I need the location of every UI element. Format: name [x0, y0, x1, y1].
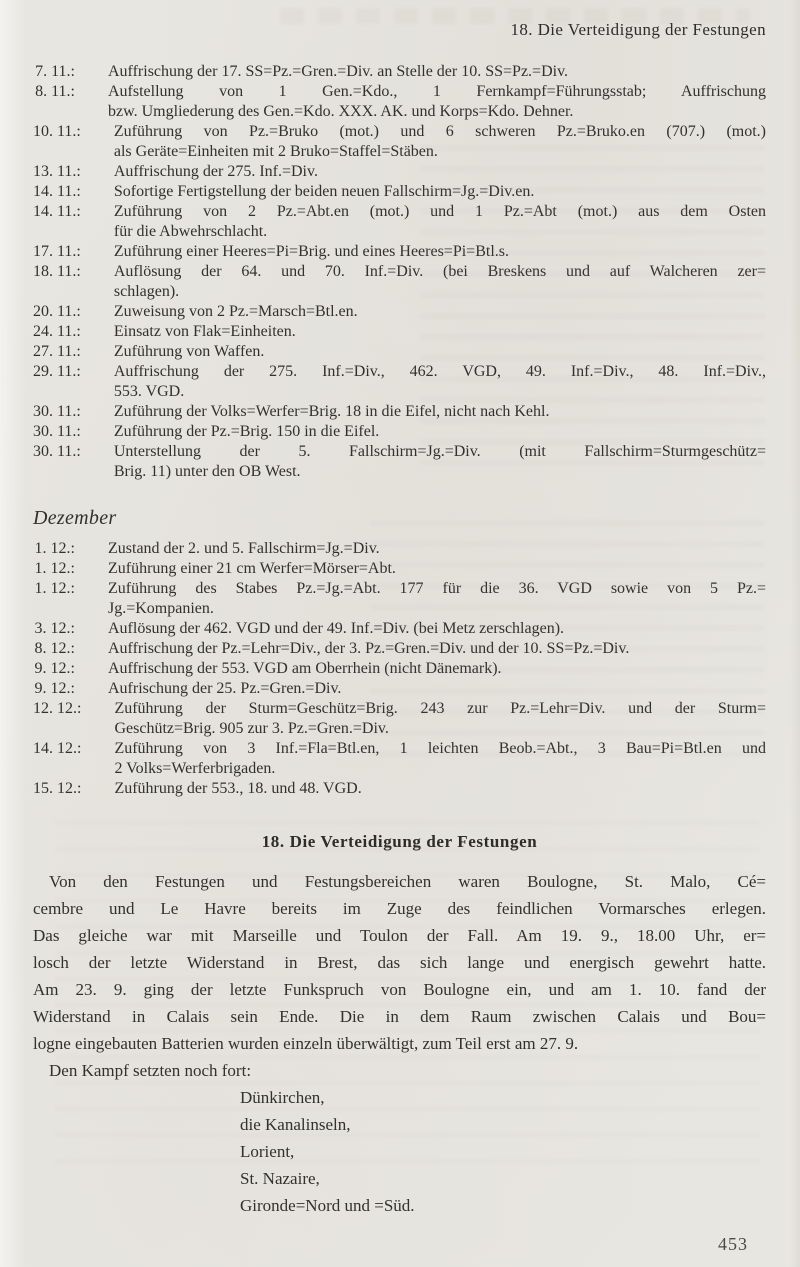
entry-text-line: Auffrischung der 275. Inf.=Div., 462. VGD, 49. Inf.=Div., 48. Inf.=Div.,: [113, 363, 766, 380]
entry-text: [114, 302, 766, 322]
entry-date: 30. 11.:: [33, 443, 81, 460]
entry-text-line: Zuführung von 3 Inf.=Fla=Btl.en, 1 leichten Beob.=Abt., 3 Bau=Pi=Btl.en und: [114, 740, 766, 757]
entry-text-line: Auffrischung der 17. SS=Pz.=Gren.=Div. an Stelle der 10. SS=Pz.=Div.: [108, 63, 569, 80]
entry-text: [108, 659, 766, 679]
entry-date: 27. 11.:: [33, 343, 81, 360]
entry-text-line: Unterstellung der 5. Fallschirm=Jg.=Div. (mit Fallschirm=Sturmgeschütz=: [113, 443, 766, 460]
entry-date: 1. 12.:: [34, 580, 75, 597]
entry-row: [33, 362, 766, 402]
fortress-item: Dünkirchen,: [240, 1088, 325, 1107]
entry-text: [108, 679, 766, 699]
entry-date: 3. 12.:: [34, 620, 75, 637]
entry-text: [114, 699, 766, 739]
entry-text-line: Auffrischung der Pz.=Lehr=Div., der 3. Pz.=Gren.=Div. und der 10. SS=Pz.=Div.: [108, 640, 630, 657]
entry-text-line: Zuführung einer 21 cm Werfer=Mörser=Abt.: [108, 560, 396, 577]
entry-row: [33, 342, 766, 362]
entry-text-line: 2 Volks=Werferbrigaden.: [114, 760, 276, 777]
entry-row: [33, 202, 766, 242]
entry-text-line: Jg.=Kompanien.: [108, 600, 214, 617]
entry-row: [33, 739, 766, 779]
entry-text-line: Zuführung der Volks=Werfer=Brig. 18 in die Eifel, nicht nach Kehl.: [113, 403, 550, 420]
paragraph-line: Am 23. 9. ging der letzte Funkspruch von Boulogne ein, und am 1. 10. fand der: [33, 980, 766, 999]
entry-date: 24. 11.:: [33, 323, 81, 340]
entry-date: 9. 12.:: [34, 680, 75, 697]
month-heading-dezember: Dezember: [33, 507, 117, 529]
entry-row: [33, 262, 766, 302]
running-head: 18. Die Verteidigung der Festungen: [510, 20, 766, 39]
entry-date: 20. 11.:: [33, 303, 81, 320]
entry-date: 14. 12.:: [33, 740, 82, 757]
entry-text-line: Zuführung des Stabes Pz.=Jg.=Abt. 177 für die 36. VGD sowie von 5 Pz.=: [108, 580, 766, 597]
entry-text-line: bzw. Umgliederung des Gen.=Kdo. XXX. AK. und Korps=Kdo. Dehner.: [108, 103, 574, 120]
entry-date: 17. 11.:: [33, 243, 81, 260]
fortress-item: Gironde=Nord und =Süd.: [240, 1196, 415, 1215]
entry-row: [33, 659, 766, 679]
entry-text: [114, 262, 766, 302]
entry-row: [33, 579, 766, 619]
fortress-item: die Kanalinseln,: [240, 1115, 351, 1134]
entry-text: [114, 122, 766, 162]
entry-text-line: Brig. 11) unter den OB West.: [113, 463, 301, 480]
entry-date: 9. 12.:: [34, 660, 75, 677]
entry-text: [108, 539, 766, 559]
entry-row: [33, 779, 766, 799]
entry-date: 8. 11.:: [35, 83, 75, 100]
entry-text: [114, 442, 766, 482]
entry-text-line: Auffrischung der 553. VGD am Oberrhein (nicht Dänemark).: [108, 660, 502, 677]
entry-date: 18. 11.:: [33, 263, 81, 280]
entry-text-line: Zuführung der Pz.=Brig. 150 in die Eifel.: [113, 423, 380, 440]
entry-date: 1. 12.:: [34, 540, 75, 557]
entry-text-line: Zustand der 2. und 5. Fallschirm=Jg.=Div.: [108, 540, 380, 557]
entry-date: 1. 12.:: [34, 560, 75, 577]
entry-date: 30. 11.:: [33, 403, 81, 420]
november-entries: [33, 62, 766, 482]
entry-row: [33, 559, 766, 579]
entry-text-line: als Geräte=Einheiten mit 2 Bruko=Staffel=Stäben.: [113, 143, 438, 160]
entry-text-line: Zuführung von Pz.=Bruko (mot.) und 6 schweren Pz.=Bruko.en (707.) (mot.): [113, 123, 766, 140]
entry-text-line: Sofortige Fertigstellung der beiden neuen Fallschirm=Jg.=Div.en.: [113, 183, 535, 200]
entry-text-line: Zuweisung von 2 Pz.=Marsch=Btl.en.: [113, 303, 358, 320]
entry-date: 29. 11.:: [33, 363, 81, 380]
entry-date: 10. 11.:: [33, 123, 81, 140]
entry-date: 7. 11.:: [35, 63, 75, 80]
entry-date: 30. 11.:: [33, 423, 81, 440]
entry-text: [108, 619, 766, 639]
entry-row: [33, 182, 766, 202]
paragraph-line: losch der letzte Widerstand in Brest, das sich lange und energisch gewehrt hatte.: [33, 953, 766, 972]
entry-text: [114, 182, 766, 202]
entry-text-line: Auffrischung der 275. Inf.=Div.: [113, 163, 318, 180]
entry-text: [114, 362, 766, 402]
entry-text-line: Zuführung von 2 Pz.=Abt.en (mot.) und 1 Pz.=Abt (mot.) aus dem Osten: [113, 203, 766, 220]
entry-date: 12. 12.:: [33, 700, 82, 717]
paragraph-line: cembre und Le Havre bereits im Zuge des feindlichen Vormarsches erlegen.: [33, 899, 766, 918]
entry-text-line: 553. VGD.: [113, 383, 185, 400]
entry-date: 14. 11.:: [33, 203, 81, 220]
entry-text: [114, 162, 766, 182]
paragraph-line: Das gleiche war mit Marseille und Toulon der Fall. Am 19. 9., 18.00 Uhr, er=: [33, 926, 766, 945]
entry-text: [114, 739, 766, 779]
entry-row: [33, 82, 766, 122]
entry-text: [114, 322, 766, 342]
entry-text: [108, 62, 766, 82]
page-number: 453: [718, 1234, 748, 1254]
december-entries: [33, 539, 766, 799]
entry-text: [114, 202, 766, 242]
entry-text-line: Einsatz von Flak=Einheiten.: [113, 323, 296, 340]
entry-text-line: Zuführung der Sturm=Geschütz=Brig. 243 zur Pz.=Lehr=Div. und der Sturm=: [114, 700, 766, 717]
paragraph-line: logne eingebauten Batterien wurden einzeln überwältigt, zum Teil erst am 27. 9.: [33, 1034, 579, 1053]
entry-text-line: Auflösung der 64. und 70. Inf.=Div. (bei Breskens und auf Walcheren zer=: [113, 263, 766, 280]
section-paragraph: [33, 868, 766, 1057]
entry-text-line: für die Abwehrschlacht.: [113, 223, 268, 240]
entry-text: [114, 779, 766, 799]
entry-row: [33, 322, 766, 342]
entry-text-line: Aufstellung von 1 Gen.=Kdo., 1 Fernkampf=Führungsstab; Auffrischung: [108, 83, 766, 100]
entry-row: [33, 539, 766, 559]
entry-text: [108, 559, 766, 579]
entry-text: [114, 402, 766, 422]
entry-row: [33, 162, 766, 182]
fight-intro: Den Kampf setzten noch fort:: [49, 1061, 252, 1080]
entry-row: [33, 422, 766, 442]
entry-text-line: Zuführung von Waffen.: [113, 343, 265, 360]
entry-row: [33, 699, 766, 739]
entry-row: [33, 442, 766, 482]
entry-row: [33, 242, 766, 262]
entry-row: [33, 62, 766, 82]
fortress-item: St. Nazaire,: [240, 1169, 320, 1188]
section-heading: 18. Die Verteidigung der Festungen: [261, 832, 538, 851]
entry-date: 14. 11.:: [33, 183, 81, 200]
entry-row: [33, 302, 766, 322]
entry-date: 13. 11.:: [33, 163, 81, 180]
entry-text: [114, 422, 766, 442]
entry-text: [108, 579, 766, 619]
paragraph-line: Von den Festungen und Festungsbereichen waren Boulogne, St. Malo, Cé=: [49, 872, 766, 891]
paragraph-line: Widerstand in Calais sein Ende. Die in dem Raum zwischen Calais und Bou=: [33, 1007, 766, 1026]
fortress-list: [240, 1084, 766, 1219]
entry-text: [114, 342, 766, 362]
entry-text: [108, 82, 766, 122]
entry-text-line: Zuführung einer Heeres=Pi=Brig. und eines Heeres=Pi=Btl.s.: [113, 243, 509, 260]
entry-text: [114, 242, 766, 262]
entry-row: [33, 679, 766, 699]
entry-row: [33, 402, 766, 422]
entry-date: 15. 12.:: [33, 780, 82, 797]
entry-text-line: Geschütz=Brig. 905 zur 3. Pz.=Gren.=Div.: [114, 720, 389, 737]
entry-text-line: schlagen).: [113, 283, 180, 300]
fortress-item: Lorient,: [240, 1142, 295, 1161]
entry-row: [33, 122, 766, 162]
entry-date: 8. 12.:: [34, 640, 75, 657]
entry-row: [33, 619, 766, 639]
entry-text: [108, 639, 766, 659]
entry-text-line: Zuführung der 553., 18. und 48. VGD.: [114, 780, 362, 797]
entry-text-line: Aufrischung der 25. Pz.=Gren.=Div.: [108, 680, 342, 697]
entry-row: [33, 639, 766, 659]
entry-text-line: Auflösung der 462. VGD und der 49. Inf.=Div. (bei Metz zerschlagen).: [108, 620, 565, 637]
